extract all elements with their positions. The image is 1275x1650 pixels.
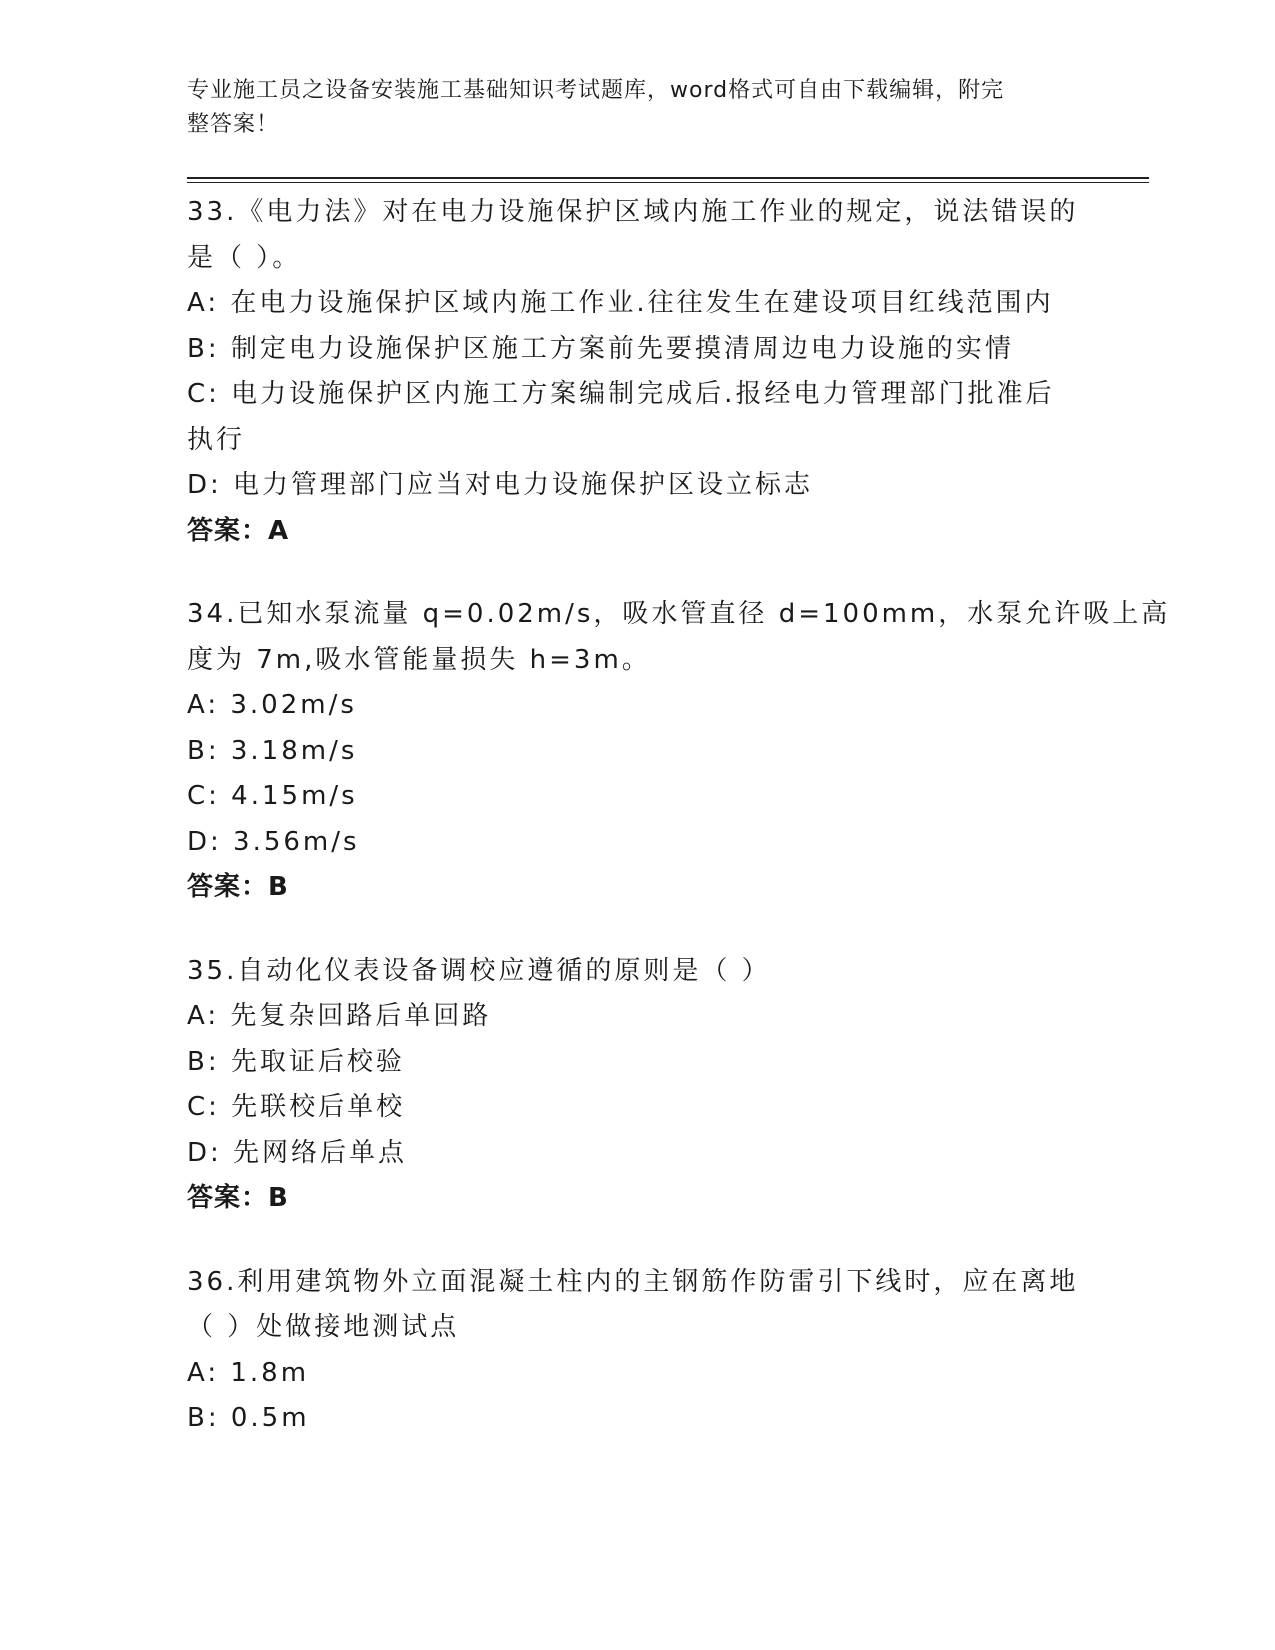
question-stem-line: （ ）处做接地测试点 (187, 1312, 460, 1342)
answer-option: A: 在电力设施保护区域内施工作业.往往发生在建设项目红线范围内 (187, 288, 1054, 318)
answer-option: A: 1.8m (187, 1357, 310, 1388)
header-divider-thin (187, 182, 1149, 183)
header-divider-thick (187, 177, 1149, 179)
answer-key: 答案：B (187, 1183, 289, 1213)
question-stem-line: 35.自动化仪表设备调校应遵循的原则是（ ） (187, 955, 771, 986)
question-list (187, 190, 1171, 1480)
question-stem-line: 34.已知水泵流量 q=0.02m/s，吸水管直径 d=100mm，水泵允许吸上高 (187, 599, 1171, 629)
question-block (187, 190, 1087, 554)
header-line-1: 专业施工员之设备安装施工基础知识考试题库，word格式可自由下载编辑，附完 (187, 78, 1005, 103)
answer-option: D: 3.56m/s (187, 826, 360, 857)
answer-option: A: 3.02m/s (187, 690, 357, 720)
answer-option: A: 先复杂回路后单回路 (187, 1001, 492, 1031)
answer-option: D: 先网络后单点 (187, 1137, 408, 1168)
answer-option: B: 3.18m/s (187, 735, 358, 766)
question-stem-line: 33.《电力法》对在电力设施保护区域内施工作业的规定，说法错误的 (187, 197, 1079, 227)
question-block (187, 949, 1087, 1222)
answer-option: 执行 (187, 424, 246, 455)
answer-option: D: 电力管理部门应当对电力设施保护区设立标志 (187, 470, 814, 500)
document-header (187, 74, 1067, 142)
answer-option: B: 制定电力设施保护区施工方案前先要摸清周边电力设施的实情 (187, 333, 1014, 364)
answer-key: 答案：A (187, 515, 290, 546)
answer-option: B: 先取证后校验 (187, 1046, 405, 1077)
answer-option: B: 0.5m (187, 1403, 310, 1433)
question-stem-line: 是（ ）。 (187, 242, 302, 273)
answer-key: 答案：B (187, 872, 289, 902)
question-block (187, 592, 1171, 911)
answer-option: C: 先联校后单校 (187, 1092, 406, 1122)
header-line-2: 整答案！ (187, 112, 280, 137)
question-block (187, 1260, 1087, 1442)
question-stem-line: 36.利用建筑物外立面混凝土柱内的主钢筋作防雷引下线时，应在离地 (187, 1266, 1079, 1297)
answer-option: C: 4.15m/s (187, 781, 358, 811)
answer-option: C: 电力设施保护区内施工方案编制完成后.报经电力管理部门批准后 (187, 379, 1055, 409)
question-stem-line: 度为 7m,吸水管能量损失 h=3m。 (187, 644, 651, 675)
